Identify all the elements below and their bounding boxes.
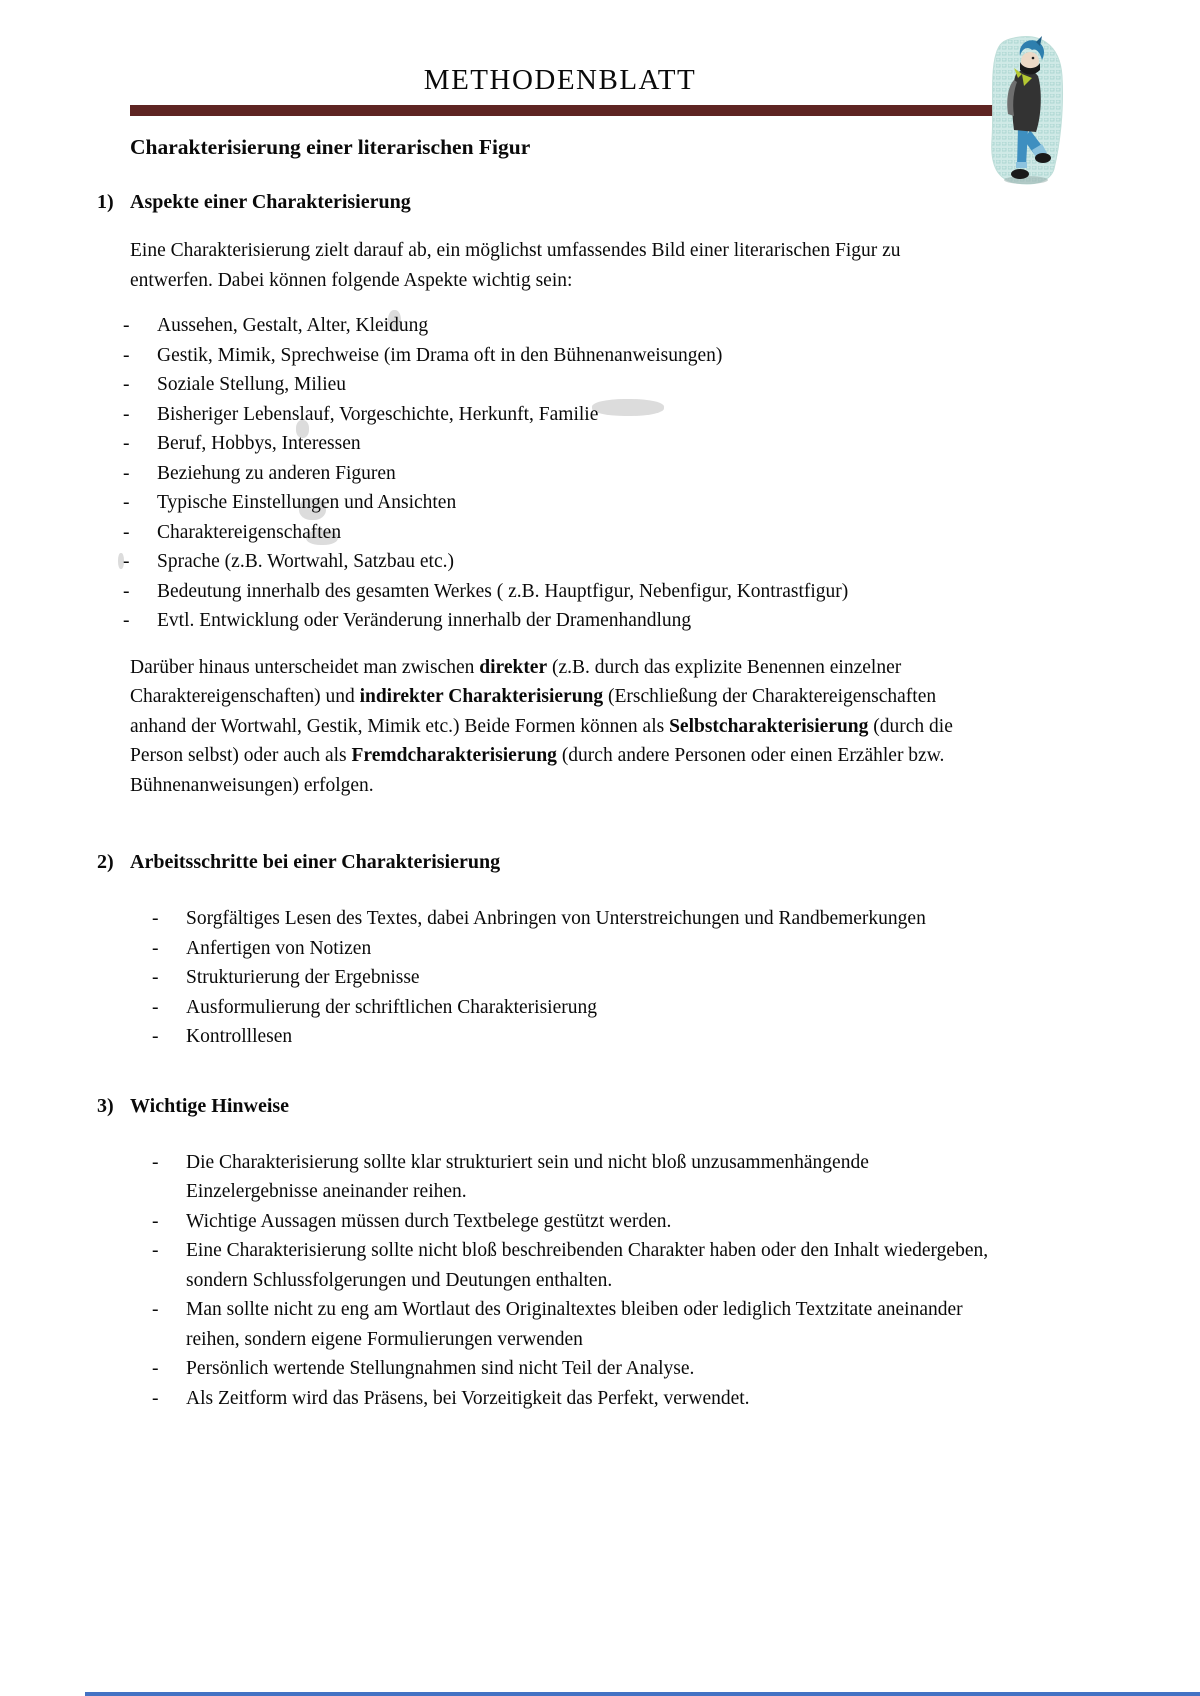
list-item [152,963,995,993]
list-item-text: Gestik, Mimik, Sprechweise (im Drama oft in den Bühnenanweisungen) [157,344,723,366]
list-item [123,311,995,341]
list-item [123,400,995,430]
section-heading-text: Arbeitsschritte bei einer Charakterisierung [130,851,501,873]
hints-list [152,1148,995,1414]
list-item [123,518,995,548]
list-item [123,577,995,607]
text-segment: Fremdcharakterisierung [351,745,557,766]
dash-marker: - [123,551,130,572]
list-item-text: Strukturierung der Ergebnisse [186,967,420,988]
text-segment: (z.B. durch das explizite Benennen einzelner Charaktereigenschaften) und [130,656,902,707]
dash-marker: - [123,462,130,484]
section-1 [97,190,995,800]
list-item [123,547,995,577]
list-item-text: Typische Einstellungen und Ansichten [157,492,457,513]
list-item-text: Sprache (z.B. Wortwahl, Satzbau etc.) [157,551,454,572]
dash-marker: - [152,1240,159,1261]
list-item [152,1384,995,1414]
dash-marker: - [123,492,130,513]
list-item [152,1236,995,1295]
list-item [152,1295,995,1354]
list-item-text: Aussehen, Gestalt, Alter, Kleidung [157,315,429,336]
dash-marker: - [123,315,130,336]
dash-marker: - [152,996,159,1018]
dash-marker: - [123,344,130,366]
section-2-heading [97,850,995,874]
text-segment: indirekter Charakterisierung [359,686,604,707]
list-item-text: Beruf, Hobbys, Interessen [157,433,361,454]
dash-marker: - [152,1026,159,1047]
dash-marker: - [152,908,159,929]
dash-marker: - [152,937,159,959]
list-item-text: Charaktereigenschaften [157,521,342,543]
list-item-text: Eine Charakterisierung sollte nicht bloß beschreibenden Charakter haben oder den Inhalt wiedergeben, sondern Schlussfolgerungen und Deutungen enthalten. [186,1240,989,1291]
list-item-text: Anfertigen von Notizen [186,937,372,959]
list-item-text: Soziale Stellung, Milieu [157,374,347,395]
section-1-heading [97,190,995,214]
list-item-text: Bedeutung innerhalb des gesamten Werkes ( z.B. Hauptfigur, Nebenfigur, Kontrastfigur) [157,580,849,602]
dash-marker: - [123,580,130,602]
dash-marker: - [152,1358,159,1379]
list-item-text: Ausformulierung der schriftlichen Charakterisierung [186,996,597,1018]
list-item [123,459,995,489]
page-title: METHODENBLATT [423,64,697,96]
list-item-text: Bisheriger Lebenslauf, Vorgeschichte, Herkunft, Familie [157,403,599,425]
list-item [152,934,995,964]
section-2 [97,850,995,1052]
section-heading-text: Aspekte einer Charakterisierung [130,191,411,213]
section-number: 1) [97,191,114,213]
list-item [152,904,995,934]
list-item [123,606,995,636]
dash-marker: - [123,433,130,454]
doc-title: Charakterisierung einer literarischen Figur [130,135,531,159]
dash-marker: - [152,1387,159,1409]
text-segment: (durch die Person selbst) oder auch als [130,715,953,766]
section-heading-text: Wichtige Hinweise [130,1094,290,1117]
list-item-text: Wichtige Aussagen müssen durch Textbelege gestützt werden. [186,1210,672,1232]
list-item [123,488,995,518]
aspects-list [123,311,995,636]
intro-paragraph: Eine Charakterisierung zielt darauf ab, ein möglichst umfassendes Bild einer literarischen Figur zu entwerfen. Dabei können folgende Aspekte wichtig sein: [130,240,901,291]
dash-marker: - [123,374,130,395]
text-segment: (Erschließung der Charaktereigenschaften anhand der Wortwahl, Gestik, Mimik etc.) Beide Formen können als [130,686,937,737]
section-3 [97,1094,995,1414]
list-item [152,993,995,1023]
dash-marker: - [123,403,130,425]
list-item-text: Sorgfältiges Lesen des Textes, dabei Anbringen von Unterstreichungen und Randbemerkungen [186,908,926,929]
list-item-text: Evtl. Entwicklung oder Veränderung innerhalb der Dramenhandlung [157,610,692,631]
footer-rule [85,1692,1200,1696]
dash-marker: - [152,1299,159,1320]
dash-marker: - [152,1210,159,1232]
outro-paragraph [130,653,966,801]
masked-student-clipart-svg [984,34,1066,188]
dash-marker: - [152,1151,159,1173]
list-item [123,429,995,459]
section-number: 3) [97,1094,114,1117]
list-item-text: Man sollte nicht zu eng am Wortlaut des Originaltextes bleiben oder lediglich Textzitate aneinander reihen, sondern eigene Formulierungen verwenden [186,1299,963,1350]
text-segment: Darüber hinaus unterscheidet man zwischen [130,656,480,678]
document-body [97,0,995,1413]
list-item-text: Beziehung zu anderen Figuren [157,462,396,484]
steps-list [152,904,995,1052]
list-item [152,1148,995,1207]
list-item [152,1354,995,1384]
list-item-text: Persönlich wertende Stellungnahmen sind nicht Teil der Analyse. [186,1358,695,1379]
dash-marker: - [152,967,159,988]
list-item-text: Als Zeitform wird das Präsens, bei Vorzeitigkeit das Perfekt, verwendet. [186,1387,750,1409]
list-item [123,370,995,400]
character-illustration [984,34,1066,188]
text-segment: direkter [479,656,548,678]
list-item [152,1022,995,1052]
text-segment: Selbstcharakterisierung [669,715,869,737]
dash-marker: - [123,610,130,631]
list-item-text: Die Charakterisierung sollte klar strukturiert sein und nicht bloß unzusammenhängende Einzelergebnisse aneinander reihen. [186,1151,869,1202]
section-number: 2) [97,851,114,873]
dash-marker: - [123,521,130,543]
text-segment: (durch andere Personen oder einen Erzähler bzw. Bühnenanweisungen) erfolgen. [130,745,945,796]
section-3-heading [97,1094,995,1118]
list-item [123,341,995,371]
list-item-text: Kontrolllesen [186,1026,293,1047]
list-item [152,1207,995,1237]
